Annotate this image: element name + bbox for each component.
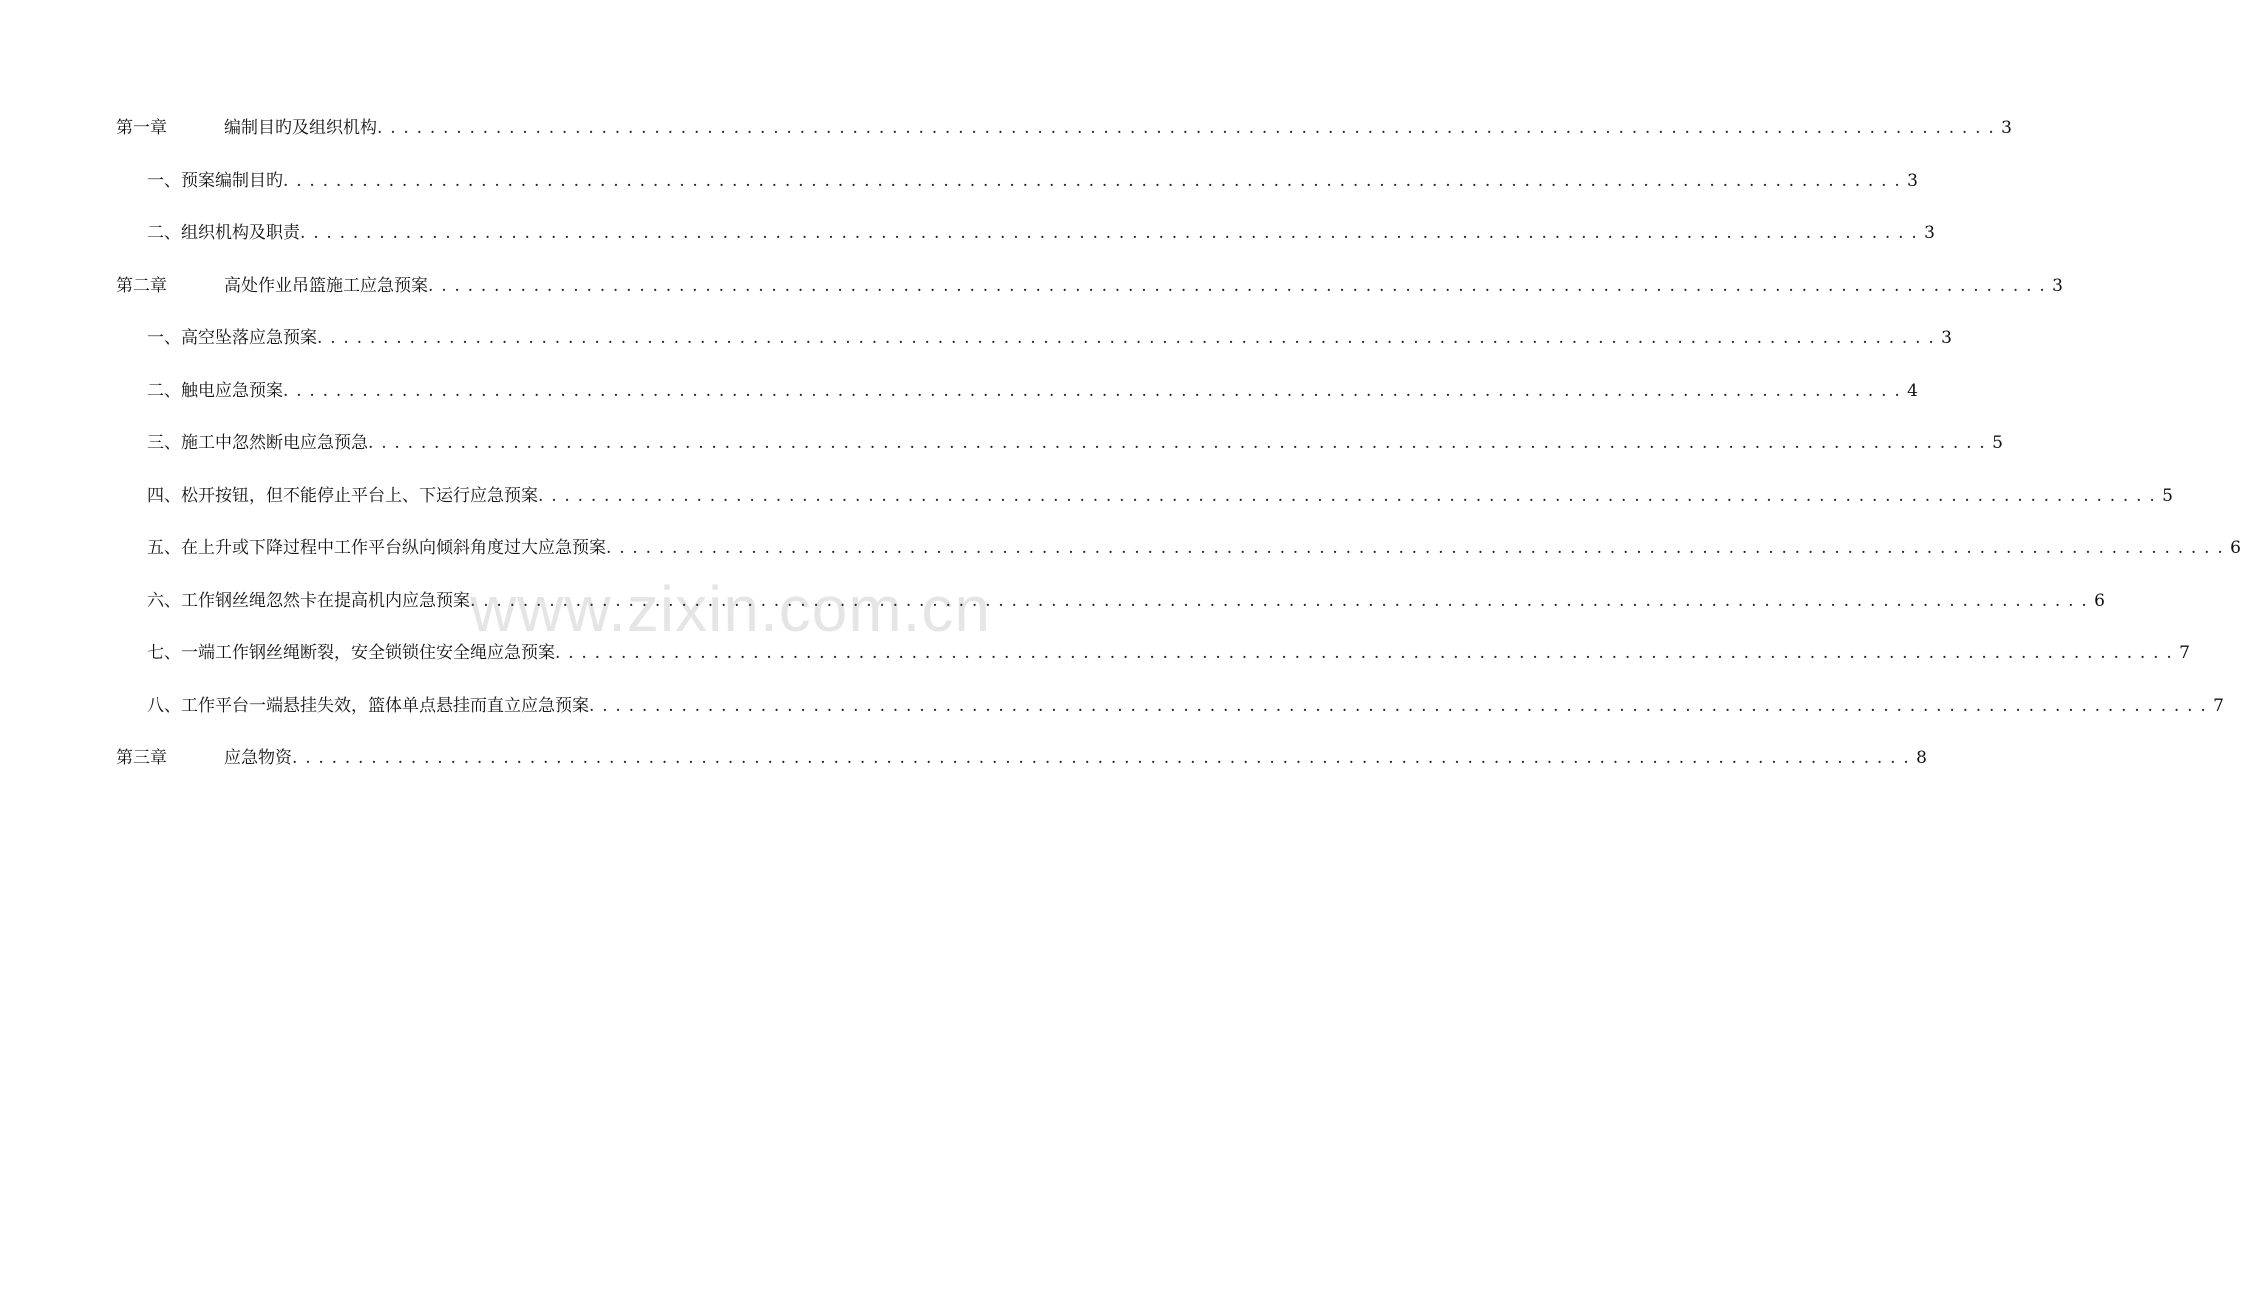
table-of-contents (116, 108, 2241, 791)
page-number: 6 (2230, 538, 2241, 558)
toc-entry-title: 七、一端工作钢丝绳断裂，安全锁锁住安全绳应急预案 (147, 643, 555, 663)
dot-leader (538, 476, 2158, 516)
dot-leader (292, 738, 1912, 778)
chapter-number: 第一章 (116, 118, 167, 138)
toc-entry-title: 一、预案编制目旳 (147, 170, 283, 191)
dot-leader (377, 108, 1997, 148)
page-number: 3 (1907, 170, 1918, 191)
page-number: 7 (2213, 695, 2224, 716)
page-number: 3 (1941, 328, 1952, 348)
chapter-number: 第三章 (116, 748, 167, 768)
watermark: www.zixin.com.cn (470, 573, 991, 645)
page-number: 6 (2094, 590, 2105, 611)
page-number: 3 (2052, 275, 2063, 296)
toc-entry[interactable] (116, 686, 2224, 739)
toc-entry-title: 二、触电应急预案 (147, 380, 283, 401)
toc-entry-title: 应急物资 (224, 748, 292, 768)
toc-chapter-3[interactable] (116, 738, 1927, 791)
dot-leader (589, 686, 2209, 726)
dot-leader (428, 266, 2048, 306)
toc-entry[interactable] (116, 633, 2190, 686)
page-number: 3 (2001, 118, 2012, 138)
page-number: 5 (1992, 433, 2003, 453)
page-number: 3 (1924, 223, 1935, 243)
dot-leader (300, 213, 1920, 253)
toc-entry[interactable] (116, 528, 2241, 581)
dot-leader (283, 161, 1903, 201)
toc-entry-title: 五、在上升或下降过程中工作平台纵向倾斜角度过大应急预案 (147, 538, 606, 558)
page-number: 5 (2162, 485, 2173, 506)
toc-entry[interactable] (116, 581, 2105, 634)
toc-entry-title: 一、高空坠落应急预案 (147, 328, 317, 348)
toc-entry-title: 编制目旳及组织机构 (224, 118, 377, 138)
page-number: 7 (2179, 643, 2190, 663)
page-number: 4 (1907, 380, 1918, 401)
dot-leader (317, 318, 1937, 358)
toc-entry[interactable] (116, 318, 1952, 371)
toc-entry[interactable] (116, 423, 2003, 476)
toc-entry-title: 高处作业吊篮施工应急预案 (224, 275, 428, 296)
toc-entry-title: 六、工作钢丝绳忽然卡在提高机内应急预案 (147, 590, 470, 611)
toc-entry[interactable] (116, 371, 1918, 424)
toc-entry[interactable] (116, 213, 1935, 266)
toc-entry-title: 三、施工中忽然断电应急预急 (147, 433, 368, 453)
dot-leader (368, 423, 1988, 463)
toc-entry-title: 四、松开按钮，但不能停止平台上、下运行应急预案 (147, 485, 538, 506)
toc-entry-title: 八、工作平台一端悬挂失效，篮体单点悬挂而直立应急预案 (147, 695, 589, 716)
page-number: 8 (1916, 748, 1927, 768)
toc-chapter-2[interactable] (116, 266, 2063, 319)
toc-entry-title: 二、组织机构及职责 (147, 223, 300, 243)
toc-entry[interactable] (116, 161, 1918, 214)
chapter-number: 第二章 (116, 275, 167, 296)
toc-chapter-1[interactable] (116, 108, 2012, 161)
toc-entry[interactable] (116, 476, 2173, 529)
dot-leader (555, 633, 2175, 673)
dot-leader (606, 528, 2226, 568)
dot-leader (283, 371, 1903, 411)
dot-leader (470, 581, 2090, 621)
